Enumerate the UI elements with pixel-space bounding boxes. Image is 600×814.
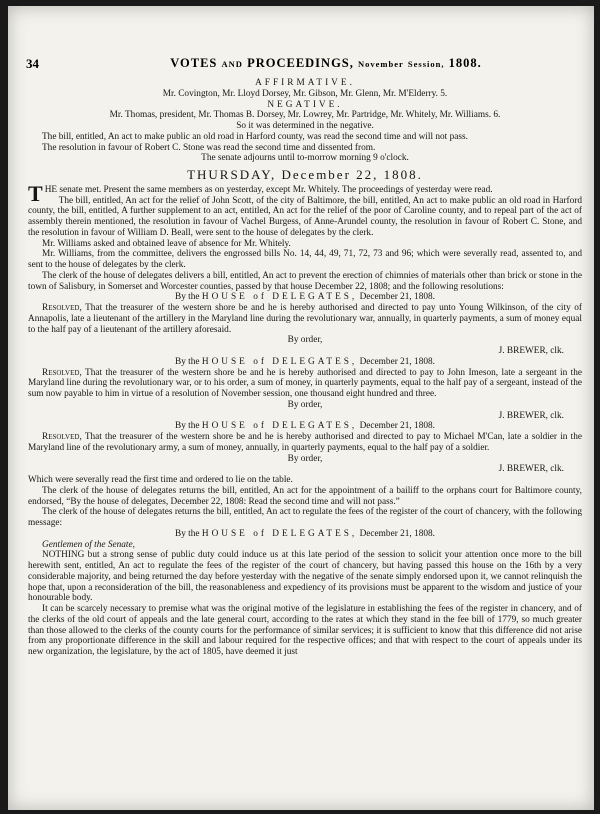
- paragraph: The resolution in favour of Robert C. Stone was read the second time and dissented from.: [42, 142, 376, 153]
- paragraph: Which were severally read the first time and ordered to lie on the table.: [28, 475, 293, 485]
- house-by: By the: [175, 528, 200, 539]
- salutation: Gentlemen of the Senate,: [42, 539, 135, 550]
- house-by: By the: [175, 421, 200, 432]
- affirmative-heading: AFFIRMATIVE.: [255, 78, 355, 88]
- clerk-signature: J. BREWER, clk.: [498, 410, 564, 421]
- house-line: [28, 292, 582, 303]
- by-order: By order,: [287, 453, 323, 464]
- title-part1: VOTES: [170, 56, 218, 70]
- paragraph: Mr. Williams, from the committee, delivers the engrossed bills No. 14, 44, 49, 71, 72, 73 and 96; which were severally read, assented to, and sent to the house of delegates by the clerk.: [28, 249, 582, 270]
- negative-names: Mr. Thomas, president, Mr. Thomas B. Dorsey, Mr. Lowrey, Mr. Partridge, Mr. Whitely, Mr. Williams. 6.: [109, 110, 501, 121]
- resolution-text: That the treasurer of the western shore be and he is hereby authorised and directed to pay to Michael M'Can, late a soldier in the Maryland line of the revolutionary army, a sum of money, annually, in quarterly payments, equal to the half pay of a soldier.: [28, 432, 582, 453]
- clerk-signature: J. BREWER, clk.: [498, 346, 564, 356]
- title-and: AND: [221, 59, 243, 69]
- document-page: [8, 6, 594, 810]
- house-line: [28, 529, 582, 540]
- house-line: [28, 421, 582, 432]
- house-date: December 21, 1808.: [359, 528, 435, 539]
- title-session: November: [358, 59, 404, 69]
- title-year: 1808.: [448, 56, 482, 70]
- paragraph: The clerk of the house of delegates delivers a bill, entitled, An act to prevent the erection of chimnies of materials other than brick or stone in the town of Salisbury, in Somerset and Worcester counties, passed by that house December 22, 1808; and the following resolutions:: [28, 270, 582, 292]
- house-date: December 21, 1808.: [359, 421, 435, 432]
- negative-heading: NEGATIVE.: [267, 99, 343, 110]
- house-name: HOUSE of DELEGATES,: [201, 421, 358, 432]
- paragraph: The bill, entitled, An act to make public an old road in Harford county, was read the second time and will not pass.: [42, 131, 468, 142]
- paragraph: The clerk of the house of delegates returns the bill, entitled, An act to regulate the fees of the register of the court of chancery, with the following message:: [28, 507, 582, 528]
- by-order: By order,: [287, 399, 323, 410]
- resolution: [28, 432, 582, 454]
- house-date: December 21, 1808.: [359, 292, 435, 303]
- house-line: [28, 357, 582, 368]
- resolved-label: Resolved,: [42, 432, 82, 442]
- by-order: By order,: [287, 335, 323, 346]
- house-name: HOUSE of DELEGATES,: [201, 292, 358, 303]
- page-number: 34: [26, 56, 39, 71]
- resolved-label: Resolved,: [42, 367, 82, 378]
- paragraph: The clerk of the house of delegates returns the bill, entitled, An act for the appointment of a bailiff to the orphans court for Baltimore county, endorsed, “By the house of delegates, December 22, 1808: Read the second time and will not pass.”: [28, 485, 582, 507]
- resolution-text: That the treasurer of the western shore be and he is hereby authorised and directed to pay to John Imeson, late a sergeant in the Maryland line during the revolutionary war, or to his order, a sum of money, in quarterly payments, equal to the half pay of a sergeant, instead of the sum now payable to him in virtue of a resolution of November session, one thousand eight hundred and three.: [28, 367, 583, 399]
- message-paragraph: It can be scarcely necessary to premise what was the original motive of the legislature in establishing the fees of the register in chancery, and of the clerks of the old court of appeals and the late general court, according to the rates at which they stand in the fee bill of 1779, so much greater than those allowed to the clerks of the county courts for the performance of similar services; it is sufficient to know that this difference did not arise from any proportionate difference in the skill and labour required for the respective offices; and that with respect to the court of appeals under its new organization, the legislature, by the act of 1805, have deemed it just: [28, 604, 582, 657]
- body-text: [28, 78, 582, 658]
- house-by: By the: [175, 292, 200, 303]
- house-date: December 21, 1808.: [359, 356, 435, 367]
- paragraph: The bill, entitled, An act for the relief of John Scott, of the city of Baltimore, the bill, entitled, An act to make public an old road in Harford county, the bill, entitled, A further supplement to an act, entitled, An act for the relief of the poor of Caroline county, and to repeal part of the act of assembly therein mentioned, the resolution in favour of Vachel Burgess, of Anne-Arundel county, the resolution in favour of Robert C. Stone, and the resolution in favour of William D. Beall, were sent to the house of delegates by the clerk.: [28, 195, 582, 238]
- paragraph: Mr. Williams asked and obtained leave of absence for Mr. Whitely.: [42, 238, 291, 249]
- affirmative-names: Mr. Covington, Mr. Lloyd Dorsey, Mr. Gibson, Mr. Glenn, Mr. M'Elderry. 5.: [162, 88, 448, 99]
- house-name: HOUSE of DELEGATES,: [201, 528, 358, 539]
- resolution-text: That the treasurer of the western shore be and he is hereby authorised and directed to pay unto Young Wilkinson, of the city of Annapolis, late a lieutenant of the artillery in the Maryland line during the revolutionary war, annually, in quarterly payments, a sum of money equal to the half pay of a lieutenant of the artillery aforesaid.: [28, 303, 582, 335]
- resolution: [28, 368, 582, 400]
- title-session2: Session,: [407, 59, 445, 69]
- opening-paragraph: [28, 180, 582, 206]
- clerk-signature: J. BREWER, clk.: [498, 464, 564, 475]
- running-header: [26, 56, 586, 72]
- house-name: HOUSE of DELEGATES,: [201, 356, 358, 367]
- house-by: By the: [175, 356, 200, 367]
- drop-cap: T: [28, 180, 43, 206]
- opening-text: HE senate met. Present the same members as on yesterday, except Mr. Whitely. The proceedings of yesterday were read.: [44, 184, 493, 195]
- message-paragraph: NOTHING but a strong sense of public duty could induce us at this late period of the session to solicit your attention once more to the bill herewith sent, entitled, An act to regulate the fees of the register of the court of chancery, but having passed this house on the 16th by a very considerable majority, and being returned the day before yesterday with the negative of the senate simply endorsed upon it, we cannot relinquish the hope that, upon a reconsideration of the bill, the reasonableness and expediency of its provisions must be apparent to the wisdom and justice of your honourable body.: [28, 550, 582, 604]
- adjourn-line: The senate adjourns until to-morrow morning 9 o'clock.: [201, 153, 409, 164]
- page-title: [66, 56, 586, 71]
- title-part2: PROCEEDINGS,: [247, 56, 354, 70]
- day-heading: THURSDAY, December 22, 1808.: [187, 167, 423, 182]
- determined-line: So it was determined in the negative.: [236, 121, 374, 131]
- resolved-label: Resolved,: [42, 303, 82, 313]
- resolution: [28, 303, 582, 335]
